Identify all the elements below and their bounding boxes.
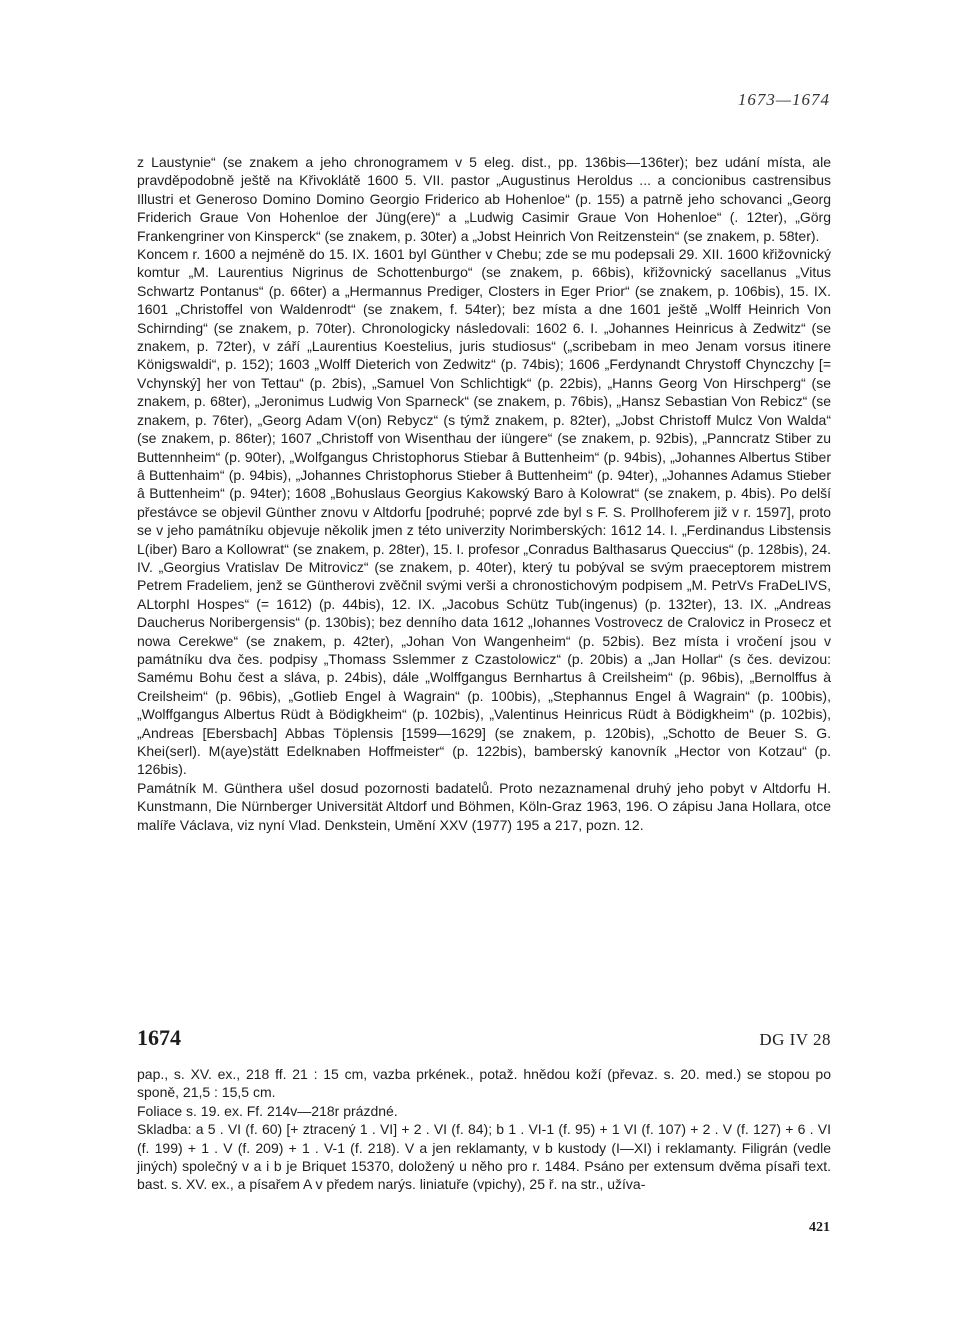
body-paragraph: Koncem r. 1600 a nejméně do 15. IX. 1601 byl Günther v Chebu; zde se mu podepsali 29. XII. 1600 křižovnický komtur „M. Laurentius Nigrinus de Schottenburgo“ (se znakem, p. 66bis), křižovnický sacellanus „Vitus Schwartz Pontanus“ (p. 66ter) a „Hermannus Prediger, Closters in Eger Prior“ (se znakem, p. 106bis), 15. IX. 1601 „Christoffel von Waldenrodt“ (se znakem, f. 54ter); bez místa a dne 1601 ještě „Wolff Heinrich Von Schirnding“ (se znakem, p. 70ter). Chronologicky následovali: 1602 6. I. „Johannes Heinricus à Zedwitz“ (se znakem, p. 72ter), v září „Laurentius Koestelius, juris studiosus“ („scribebam in meo Jenam vorsus itinere Königswaldi“, p. 152); 1603 „Wolff Dieterich von Zedwitz“ (p. 74bis); 1606 „Ferdynandt Chrystoff Chynczchy [= Vchynský] her von Tettau“ (p. 2bis), „Samuel Von Schlichtigk“ (p. 22bis), „Hanns Georg Von Hirschperg“ (se znakem, p. 68ter), „Jeronimus Ludwig Von Sparneck“ (se znakem, p. 76bis), „Hansz Sebastian Von Rebicz“ (se znakem, p. 76ter), „Georg Adam V(on) Rebycz“ (s týmž znakem, p. 82ter), „Jobst Christoff Mulcz Von Walda“ (se znakem, p. 86ter); 1607 „Christoff von Wisenthau der iüngere“ (se znakem, p. 92bis), „Panncratz Stiber zu Buttennheim“ (p. 90ter), „Wolfgangus Christophorus Stiebar â Buttenheim“ (p. 94bis), „Johannes Albertus Stiber â Buttenhaim“ (p. 94bis), „Johannes Christophorus Stieber â Buttenheim“ (p. 94ter), „Johannes Adamus Stieber â Buttenheim“ (p. 94ter); 1608 „Bohuslaus Georgius Kakowský Baro à Kolowrat“ (se znakem, p. 4bis). Po delší přestávce se objevil Günther znovu v Altdorfu [podruhé; poprvé zde byl s F. S. Prollhoferem již v r. 1597], proto se v jeho památníku objevuje několik jmen z této univerzity Norimberských: 1612 14. I. „Ferdinandus Libstensis L(iber) Baro a Kollowrat“ (se znakem, p. 28ter), 15. I. profesor „Conradus Balthasarus Queccius“ (p. 128bis), 24. IV. „Georgius Vratislav De Mitrovicz“ (se znakem, p. 40ter), který tu pobýval se svým praeceptorem mistrem Petrem Fradeliem, jenž se Güntherovi zvěčnil svými verši a chronostichovým podpisem „M. PetrVs FraDeLIVS, ALtorphI Hospes“ (= 1612) (p. 44bis), 12. IX. „Jacobus Schütz Tub(ingenus) (p. 132ter), 13. IX. „Andreas Daucherus Noribergensis“ (p. 130bis); bez denního data 1612 „Iohannes Vostrovecz de Cralovicz in Prosecz et nowa Cerekwe“ (se znakem, p. 42ter), „Johan Von Wangenheim“ (p. 52bis). Bez místa i vročení jsou v památníku dva čes. podpisy „Thomass Sslemmer z Czastolowicz“ (p. 20bis) a „Jan Hollar“ (s čes. devizou: Samému Bohu čest a sláva, p. 24bis), dále „Wolffgangus Bernhartus â Creilsheim“ (p. 96bis), „Bernolffus à Creilsheim“ (p. 96bis), „Gotlieb Engel à Wagrain“ (p. 100bis), „Stephannus Engel â Wagrain“ (p. 100bis), „Wolffgangus Albertus Rüdt à Bödigkheim“ (p. 102bis), „Valentinus Heinricus Rüdt à Bödigkheim“ (p. 102bis), „Andreas [Ebersbach] Abbas Töplensis [1599—1629] (se znakem, p. 120bis), „Schotto de Beuer S. G. Khei(serl). M(aye)stätt Edelknaben Hoffmeister“ (p. 122bis), bamberský kanovník „Hector von Kotzau“ (p. 126bis). xyxy=(137,246,831,778)
entry-signature: DG IV 28 xyxy=(759,1030,831,1049)
entry-number: 1674 xyxy=(137,1025,181,1050)
entry-paragraph: Skladba: a 5 . VI (f. 60) [+ ztracený 1 . VI] + 2 . VI (f. 84); b 1 . VI-1 (f. 95) + 1 VI (f. 107) + 2 . V (f. 127) + 6 . VI (f. 199) + 1 . V (f. 209) + 1 . V-1 (f. 218). V a jen reklamanty, v b kustody (I—XI) i reklamanty. Filigrán (vedle jiných) společný v a i b je Briquet 15370, doložený u něho pro r. 1484. Psáno per extensum dvěma písaři text. bast. s. XV. ex., a písařem A v předem narýs. liniatuře (vpichy), 25 ř. na str., užíva- xyxy=(137,1121,831,1193)
entry-paragraph: pap., s. XV. ex., 218 ff. 21 : 15 cm, vazba prkének., potaž. hnědou koží (převaz. s. 20. med.) se stopou po sponě, 21,5 : 15,5 cm. xyxy=(137,1066,831,1101)
body-text xyxy=(137,153,831,834)
entry-paragraph: Foliace s. 19. ex. Ff. 214v—218r prázdné. xyxy=(137,1102,398,1119)
body-paragraph: Památník M. Günthera ušel dosud pozornosti badatelů. Proto nezaznamenal druhý jeho pobyt v Altdorfu H. Kunstmann, Die Nürnberger Universität Altdorf und Böhmen, Köln-Graz 1963, 196. O zápisu Jana Hollara, otce malíře Václava, viz nyní Vlad. Denkstein, Umění XXV (1977) 195 a 217, pozn. 12. xyxy=(137,779,831,833)
running-head: 1673—1674 xyxy=(737,90,830,109)
entry-heading xyxy=(137,1025,831,1051)
body-paragraph: z Laustynie“ (se znakem a jeho chronogramem v 5 eleg. dist., pp. 136bis—136ter); bez udání místa, ale pravděpodobně ještě na Křivoklátě 1600 5. VII. pastor „Augustinus Heroldus ... a concionibus castrensibus Illustri et Generoso Domino Domino Georgio Friderico ab Hohenloe“ (p. 155) a patrně jeho schovanci „Georg Friderich Graue Von Hohenloe der Jüng(ere)“ a „Ludwig Casimir Graue Von Hohenloe“ (. 12ter), „Görg Frankengriner von Kinsperck“ (se znakem, p. 30ter) a „Jobst Heinrich Von Reitzenstein“ (se znakem, p. 58ter). xyxy=(137,154,831,244)
entry-description xyxy=(137,1065,831,1194)
page-number: 421 xyxy=(809,1220,830,1235)
